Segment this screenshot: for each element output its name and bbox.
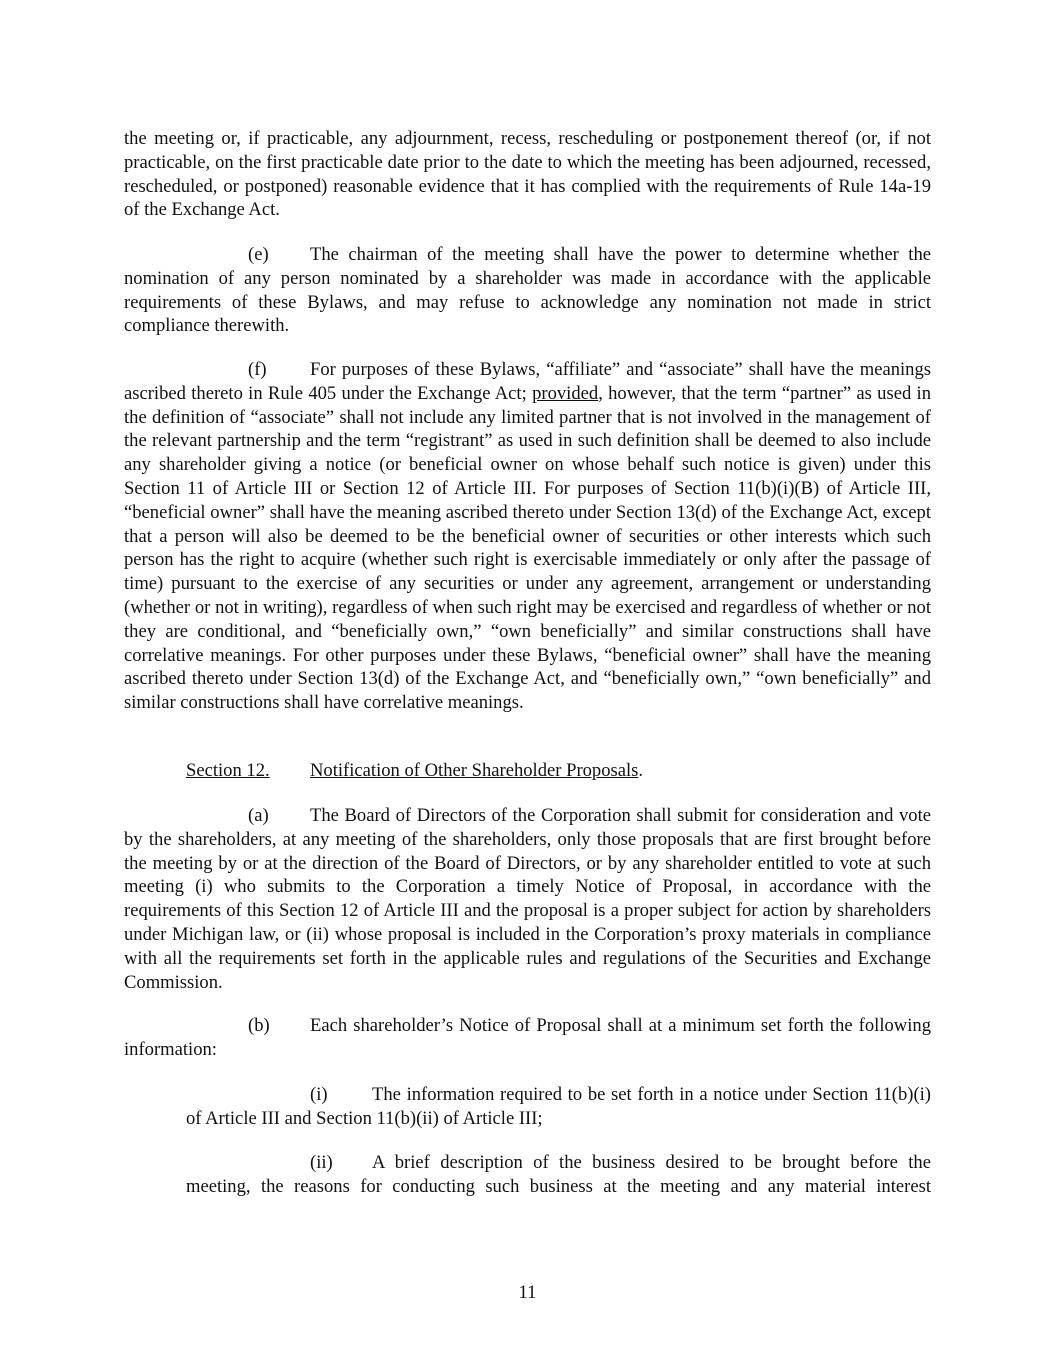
page-number: 11: [518, 1282, 537, 1303]
continuation-paragraph: [124, 127, 931, 222]
paragraph-b: [124, 1014, 931, 1062]
section-12-heading: [124, 759, 931, 783]
paragraph-e-text: The chairman of the meeting shall have the power to determine whether the nomination of any person nominated by a shareholder was made in accordance with the applicable requirements of these Bylaws, and may refuse to acknowledge any nomination not made in strict compliance therewith.: [124, 244, 931, 337]
paragraph-b-text: Each shareholder’s Notice of Proposal shall at a minimum set forth the following information:: [124, 1015, 931, 1060]
paragraph-b-ii-label: (ii): [310, 1152, 333, 1173]
paragraph-e: [124, 243, 931, 338]
paragraph-f-label: (f): [248, 359, 267, 380]
paragraph-b-ii-text: A brief description of the business desired to be brought before the meeting, the reasons for conducting such business at the meeting and any material interest: [186, 1152, 931, 1197]
paragraph-b-i: [186, 1083, 931, 1131]
continuation-text: the meeting or, if practicable, any adjournment, recess, rescheduling or postponement thereof (or, if not practicable, on the first practicable date prior to the date to which the meeting has been adjourned, recessed, rescheduled, or postponed) reasonable evidence that it has complied with the requirements of Rule 14a-19 of the Exchange Act.: [124, 128, 931, 221]
paragraph-a: [124, 804, 931, 994]
paragraph-f-text-before: For purposes of these Bylaws, “affiliate” and “associate” shall have the meanings ascribed thereto in Rule 405 under the Exchange Act;: [124, 359, 931, 404]
paragraph-e-label: (e): [248, 244, 269, 265]
paragraph-b-i-label: (i): [310, 1084, 328, 1105]
provided-term: provided: [532, 382, 599, 404]
section-12-title-punct: .: [638, 760, 644, 781]
section-12-title: Notification of Other Shareholder Proposals: [310, 760, 639, 781]
paragraph-a-text: The Board of Directors of the Corporation shall submit for consideration and vote by the shareholders, at any meeting of the shareholders, only those proposals that are first brought before the meeting by or at the direction of the Board of Directors, or by any shareholder entitled to vote at such meeting (i) who submits to the Corporation a timely Notice of Proposal, in accordance with the requirements of this Section 12 of Article III and the proposal is a proper subject for action by shareholders under Michigan law, or (ii) whose proposal is included in the Corporation’s proxy materials in compliance with all the requirements set forth in the applicable rules and regulations of the Securities and Exchange Commission.: [124, 805, 931, 993]
paragraph-f: [124, 358, 931, 715]
paragraph-a-label: (a): [248, 805, 269, 826]
paragraph-f-text-after: , however, that the term “partner” as used in the definition of “associate” shall not include any limited partner that is not involved in the management of the relevant partnership and the term “registrant” as used in such definition shall be deemed to also include any shareholder giving a notice (or beneficial owner on whose behalf such notice is given) under this Section 11 of Article III or Section 12 of Article III. For purposes of Section 11(b)(i)(B) of Article III, “beneficial owner” shall have the meaning ascribed thereto under Section 13(d) of the Exchange Act, except that a person will also be deemed to be the beneficial owner of securities or other interests which such person has the right to acquire (whether such right is exercisable immediately or only after the passage of time) pursuant to the exercise of any securities or under any agreement, arrangement or understanding (whether or not in writing), regardless of when such right may be exercised and regardless of whether or not they are conditional, and “beneficially own,” “own beneficially” and similar constructions shall have correlative meanings. For other purposes under these Bylaws, “beneficial owner” shall have the meaning ascribed thereto under Section 13(d) of the Exchange Act, and “beneficially own,” “own beneficially” and similar constructions shall have correlative meanings.: [124, 382, 932, 714]
section-12-number: Section 12.: [186, 760, 270, 781]
paragraph-b-ii: [186, 1151, 931, 1199]
paragraph-b-i-text: The information required to be set forth in a notice under Section 11(b)(i) of Article III and Section 11(b)(ii) of Article III;: [186, 1084, 931, 1129]
paragraph-b-label: (b): [248, 1015, 270, 1036]
